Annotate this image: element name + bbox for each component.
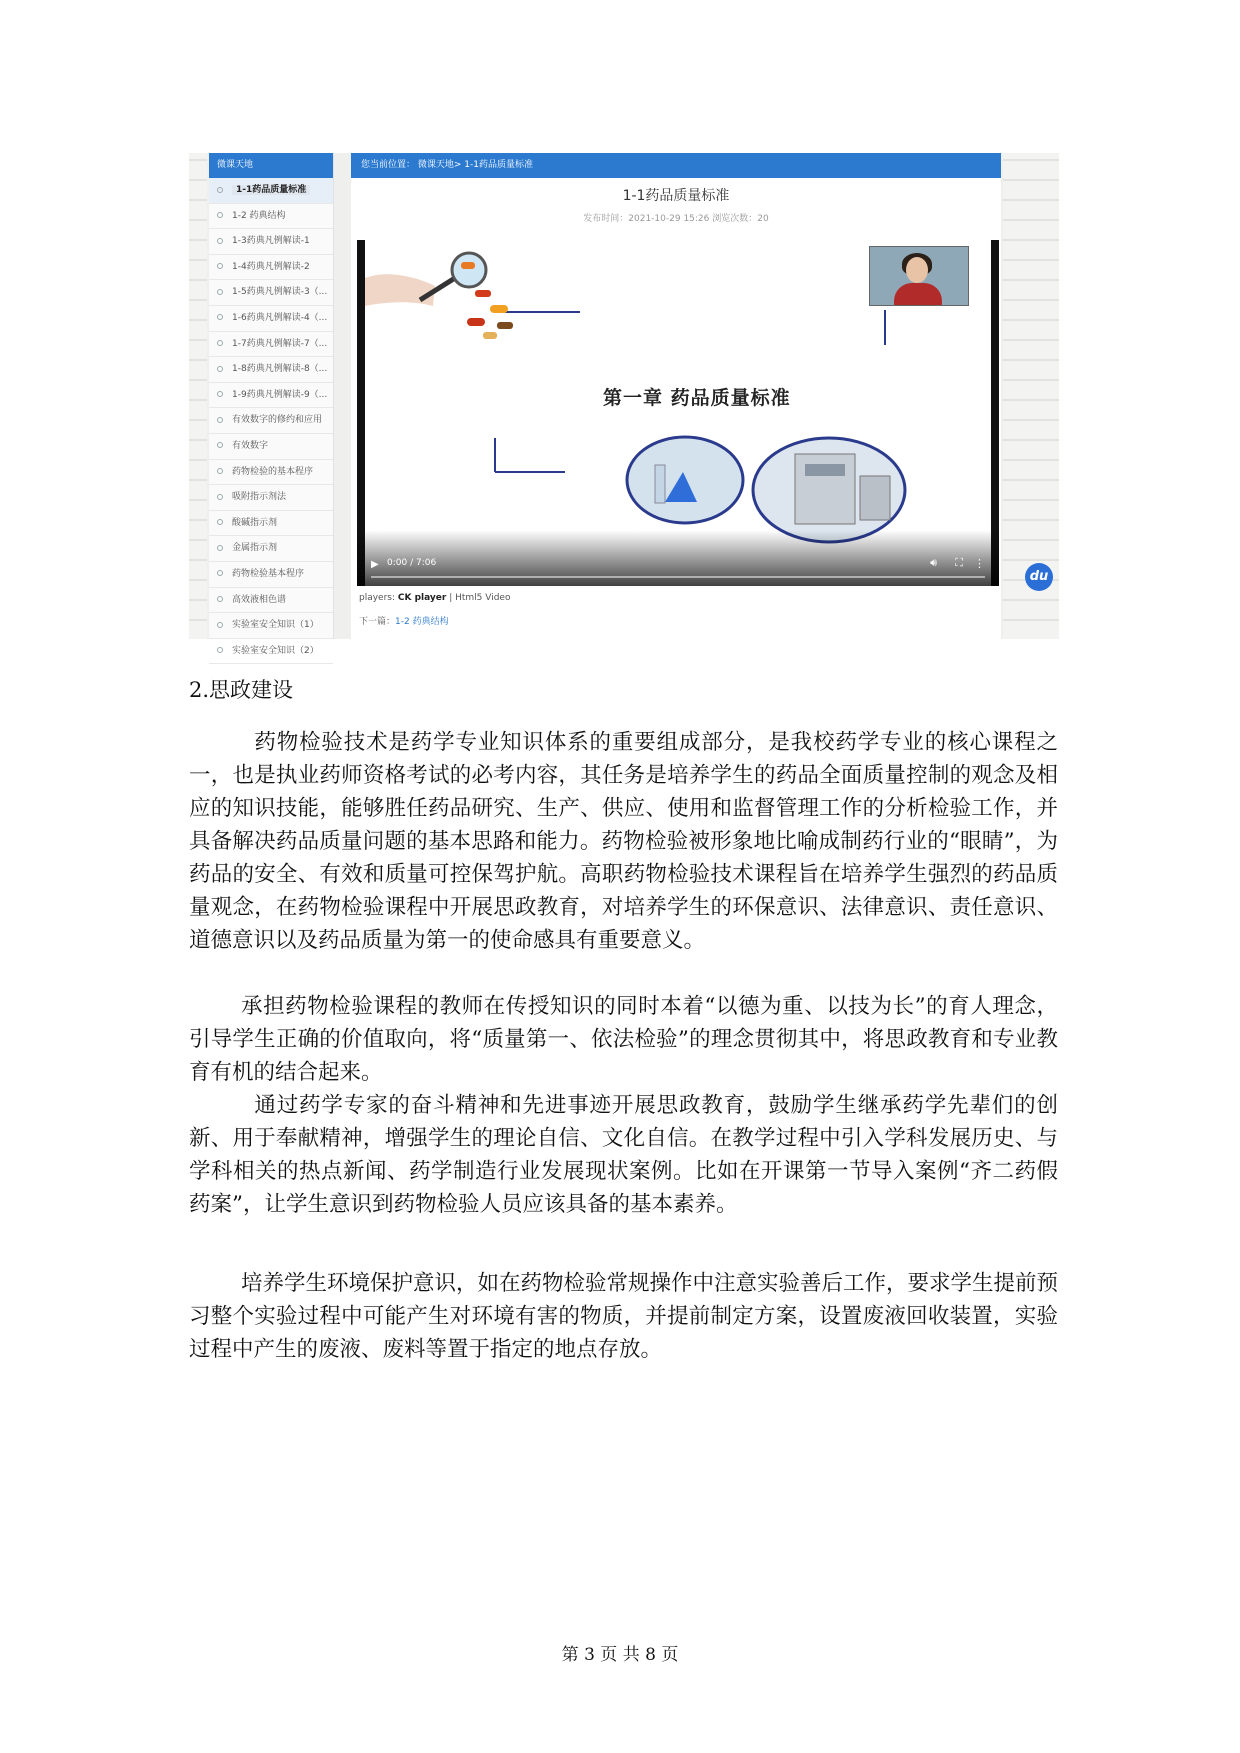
- sidebar-item[interactable]: 1-7药典凡例解读-7（...: [209, 332, 333, 358]
- sidebar-item[interactable]: 1-2 药典结构: [209, 204, 333, 230]
- bullet-icon: [217, 187, 223, 193]
- slide-heading: 第一章 药品质量标准: [603, 387, 791, 409]
- page-footer: 第 3 页 共 8 页: [561, 1645, 679, 1665]
- sidebar-item[interactable]: 有效数字: [209, 434, 333, 460]
- bullet-icon: [217, 391, 223, 397]
- course-screenshot: [189, 153, 1059, 656]
- sidebar-list: [209, 178, 333, 664]
- sidebar-item[interactable]: 1-5药典凡例解读-3（...: [209, 280, 333, 306]
- sidebar-item[interactable]: 药物检验的基本程序: [209, 460, 333, 486]
- fullscreen-icon[interactable]: ⛶: [955, 556, 963, 569]
- video-controls: [357, 530, 999, 586]
- bullet-icon: [217, 545, 223, 551]
- bullet-icon: [217, 314, 223, 320]
- paragraph: 承担药物检验课程的教师在传授知识的同时本着“以德为重、以技为长”的育人理念，引导学生正确的价值取向，将“质量第一、依法检验”的理念贯彻其中，将思政教育和专业教育有机的结合起来。: [189, 994, 1058, 1085]
- paragraph: 培养学生环境保护意识，如在药物检验常规操作中注意实验善后工作，要求学生提前预习整个实验过程中可能产生对环境有害的物质，并提前制定方案，设置废液回收装置，实验过程中产生的废液、废料等置于指定的地点存放。: [189, 1271, 1059, 1362]
- sidebar-item[interactable]: 1-1药品质量标准: [209, 178, 333, 204]
- bullet-icon: [217, 366, 223, 372]
- sidebar-item[interactable]: 药物检验基本程序: [209, 562, 333, 588]
- sidebar-item[interactable]: 高效液相色谱: [209, 588, 333, 614]
- article-meta: 发布时间：2021-10-29 15:26 浏览次数：20: [583, 214, 769, 224]
- breadcrumb: 您当前位置： 微课天地> 1-1药品质量标准: [351, 153, 1001, 178]
- next-article: 下一篇：1-2 药典结构: [359, 617, 449, 627]
- sidebar-title: 微课天地: [209, 153, 333, 178]
- brick-background-left: [189, 153, 207, 639]
- section-title: 2.思政建设: [189, 678, 294, 702]
- sidebar-item[interactable]: 1-9药典凡例解读-9（...: [209, 383, 333, 409]
- bullet-icon: [217, 442, 223, 448]
- bullet-icon: [217, 340, 223, 346]
- sidebar-item[interactable]: 1-6药典凡例解读-4（...: [209, 306, 333, 332]
- bullet-icon: [217, 417, 223, 423]
- volume-icon[interactable]: 🔊︎: [930, 556, 937, 569]
- video-player[interactable]: [357, 240, 999, 586]
- bullet-icon: [217, 289, 223, 295]
- sidebar-item[interactable]: 有效数字的修约和应用: [209, 408, 333, 434]
- sidebar-item[interactable]: 金属指示剂: [209, 536, 333, 562]
- sidebar-item[interactable]: 1-3药典凡例解读-1: [209, 229, 333, 255]
- progress-bar[interactable]: [371, 576, 985, 578]
- bullet-icon: [217, 494, 223, 500]
- video-time: 0:00 / 7:06: [387, 558, 437, 568]
- bullet-icon: [217, 647, 223, 653]
- sidebar-item[interactable]: 实验室安全知识（2）: [209, 639, 333, 665]
- webcam-overlay: [869, 246, 969, 306]
- bullet-icon: [217, 263, 223, 269]
- paragraph: 药物检验技术是药学专业知识体系的重要组成部分，是我校药学专业的核心课程之一，也是执业药师资格考试的必考内容，其任务是培养学生的药品全面质量控制的观念及相应的知识技能，能够胜任药品研究、生产、供应、使用和监督管理工作的分析检验工作，并具备解决药品质量问题的基本思路和能力。药物检验被形象地比喻成制药行业的“眼睛”，为药品的安全、有效和质量可控保驾护航。高职药物检验技术课程旨在培养学生强烈的药品质量观念，在药物检验课程中开展思政教育，对培养学生的环保意识、法律意识、责任意识、道德意识以及药品质量为第一的使命感具有重要意义。: [189, 730, 1058, 953]
- du-badge-icon[interactable]: du: [1025, 563, 1053, 591]
- bullet-icon: [217, 622, 223, 628]
- sidebar: [209, 153, 334, 656]
- next-article-link[interactable]: 1-2 药典结构: [395, 617, 449, 627]
- sidebar-item[interactable]: 1-4药典凡例解读-2: [209, 255, 333, 281]
- main-content: [351, 153, 1001, 639]
- bullet-icon: [217, 468, 223, 474]
- player-info: players: CK player | Html5 Video: [359, 593, 511, 603]
- bullet-icon: [217, 238, 223, 244]
- bullet-icon: [217, 596, 223, 602]
- paragraph: 通过药学专家的奋斗精神和先进事迹开展思政教育，鼓励学生继承药学先辈们的创新、用于奉献精神，增强学生的理论自信、文化自信。在教学过程中引入学科发展历史、与学科相关的热点新闻、药学制造行业发展现状案例。比如在开课第一节导入案例“齐二药假药案”，让学生意识到药物检验人员应该具备的基本素养。: [189, 1093, 1058, 1217]
- article-title: 1-1药品质量标准: [622, 188, 730, 204]
- sidebar-item[interactable]: 1-8药典凡例解读-8（...: [209, 357, 333, 383]
- sidebar-item[interactable]: 吸附指示剂法: [209, 485, 333, 511]
- sidebar-item[interactable]: 实验室安全知识（1）: [209, 613, 333, 639]
- bullet-icon: [217, 570, 223, 576]
- bullet-icon: [217, 519, 223, 525]
- more-options-icon[interactable]: ⋮: [974, 557, 985, 570]
- play-icon[interactable]: ▶: [371, 559, 379, 570]
- bullet-icon: [217, 212, 223, 218]
- sidebar-item[interactable]: 酸碱指示剂: [209, 511, 333, 537]
